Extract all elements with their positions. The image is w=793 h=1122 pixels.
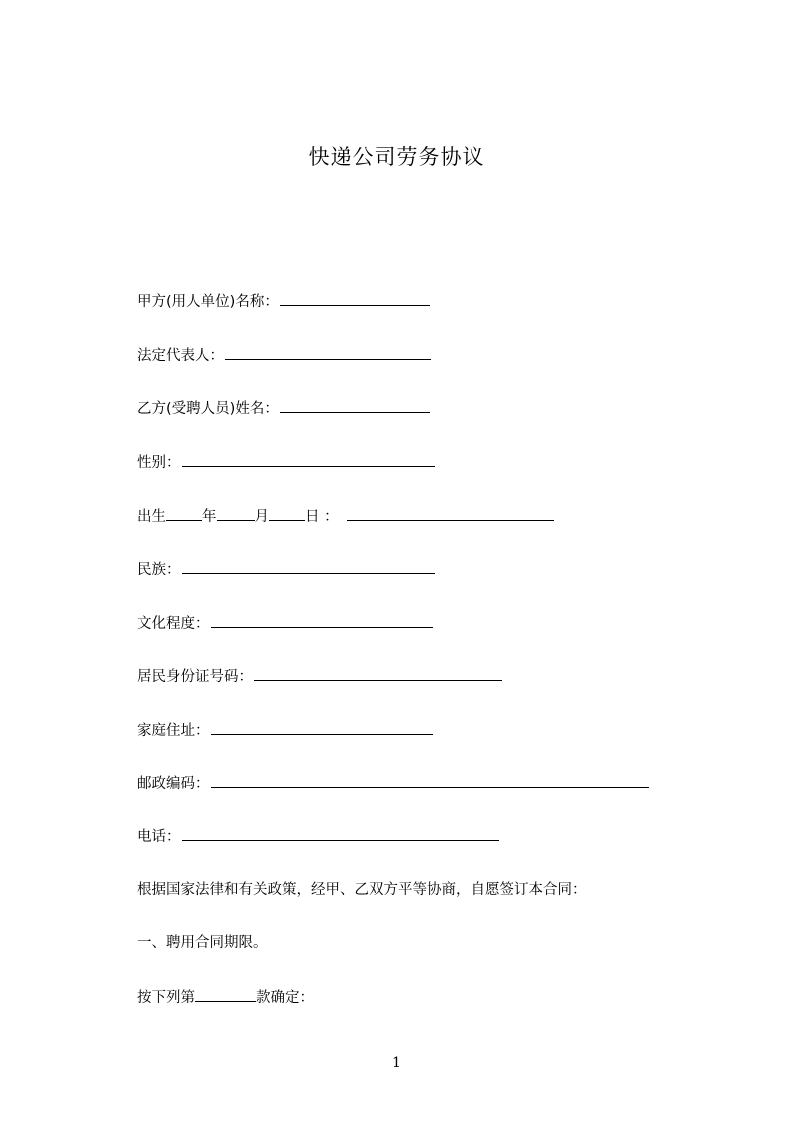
postal-code-label: 邮政编码： <box>137 776 210 792</box>
postal-code-blank[interactable] <box>211 773 649 788</box>
id-number-field <box>137 666 502 687</box>
term-prefix: 按下列第 <box>137 990 195 1006</box>
birth-day-blank[interactable] <box>269 506 305 521</box>
id-number-blank[interactable] <box>254 666 502 681</box>
birth-field <box>137 506 554 527</box>
birth-extra-blank[interactable] <box>347 506 554 521</box>
phone-blank[interactable] <box>182 826 499 841</box>
ethnicity-blank[interactable] <box>182 559 435 574</box>
birth-month-label: 月 <box>254 509 269 525</box>
term-clause <box>137 987 314 1008</box>
employer-name-field <box>137 291 430 312</box>
birth-year-blank[interactable] <box>166 506 202 521</box>
id-number-label: 居民身份证号码： <box>137 669 253 685</box>
legal-rep-field <box>137 345 431 366</box>
education-field <box>137 613 433 634</box>
phone-label: 电话： <box>137 829 181 845</box>
education-blank[interactable] <box>211 613 433 628</box>
employee-name-field <box>137 398 430 419</box>
gender-field <box>137 452 435 473</box>
legal-rep-blank[interactable] <box>225 345 431 360</box>
address-blank[interactable] <box>211 720 433 735</box>
employer-name-label: 甲方(用人单位)名称： <box>137 294 279 310</box>
education-label: 文化程度： <box>137 616 210 632</box>
gender-label: 性别： <box>137 455 181 471</box>
page-number: 1 <box>392 1055 401 1071</box>
ethnicity-field <box>137 559 435 580</box>
preamble-paragraph: 根据国家法律和有关政策，经甲、乙双方平等协商，自愿签订本合同： <box>137 882 587 898</box>
term-number-blank[interactable] <box>195 987 256 1002</box>
employee-name-blank[interactable] <box>280 398 430 413</box>
address-label: 家庭住址： <box>137 723 210 739</box>
birth-label: 出生 <box>137 509 166 525</box>
employer-name-blank[interactable] <box>280 291 430 306</box>
postal-code-field <box>137 773 649 794</box>
birth-day-label: 日 ： <box>305 509 339 525</box>
birth-month-blank[interactable] <box>217 506 255 521</box>
ethnicity-label: 民族： <box>137 562 181 578</box>
term-suffix: 款确定： <box>256 990 314 1006</box>
address-field <box>137 720 433 741</box>
document-title: 快递公司劳务协议 <box>308 145 485 169</box>
legal-rep-label: 法定代表人： <box>137 348 224 364</box>
phone-field <box>137 826 499 847</box>
gender-blank[interactable] <box>182 452 435 467</box>
employee-name-label: 乙方(受聘人员)姓名： <box>137 401 279 417</box>
section1-heading: 一、聘用合同期限。 <box>137 935 268 951</box>
birth-year-label: 年 <box>202 509 217 525</box>
